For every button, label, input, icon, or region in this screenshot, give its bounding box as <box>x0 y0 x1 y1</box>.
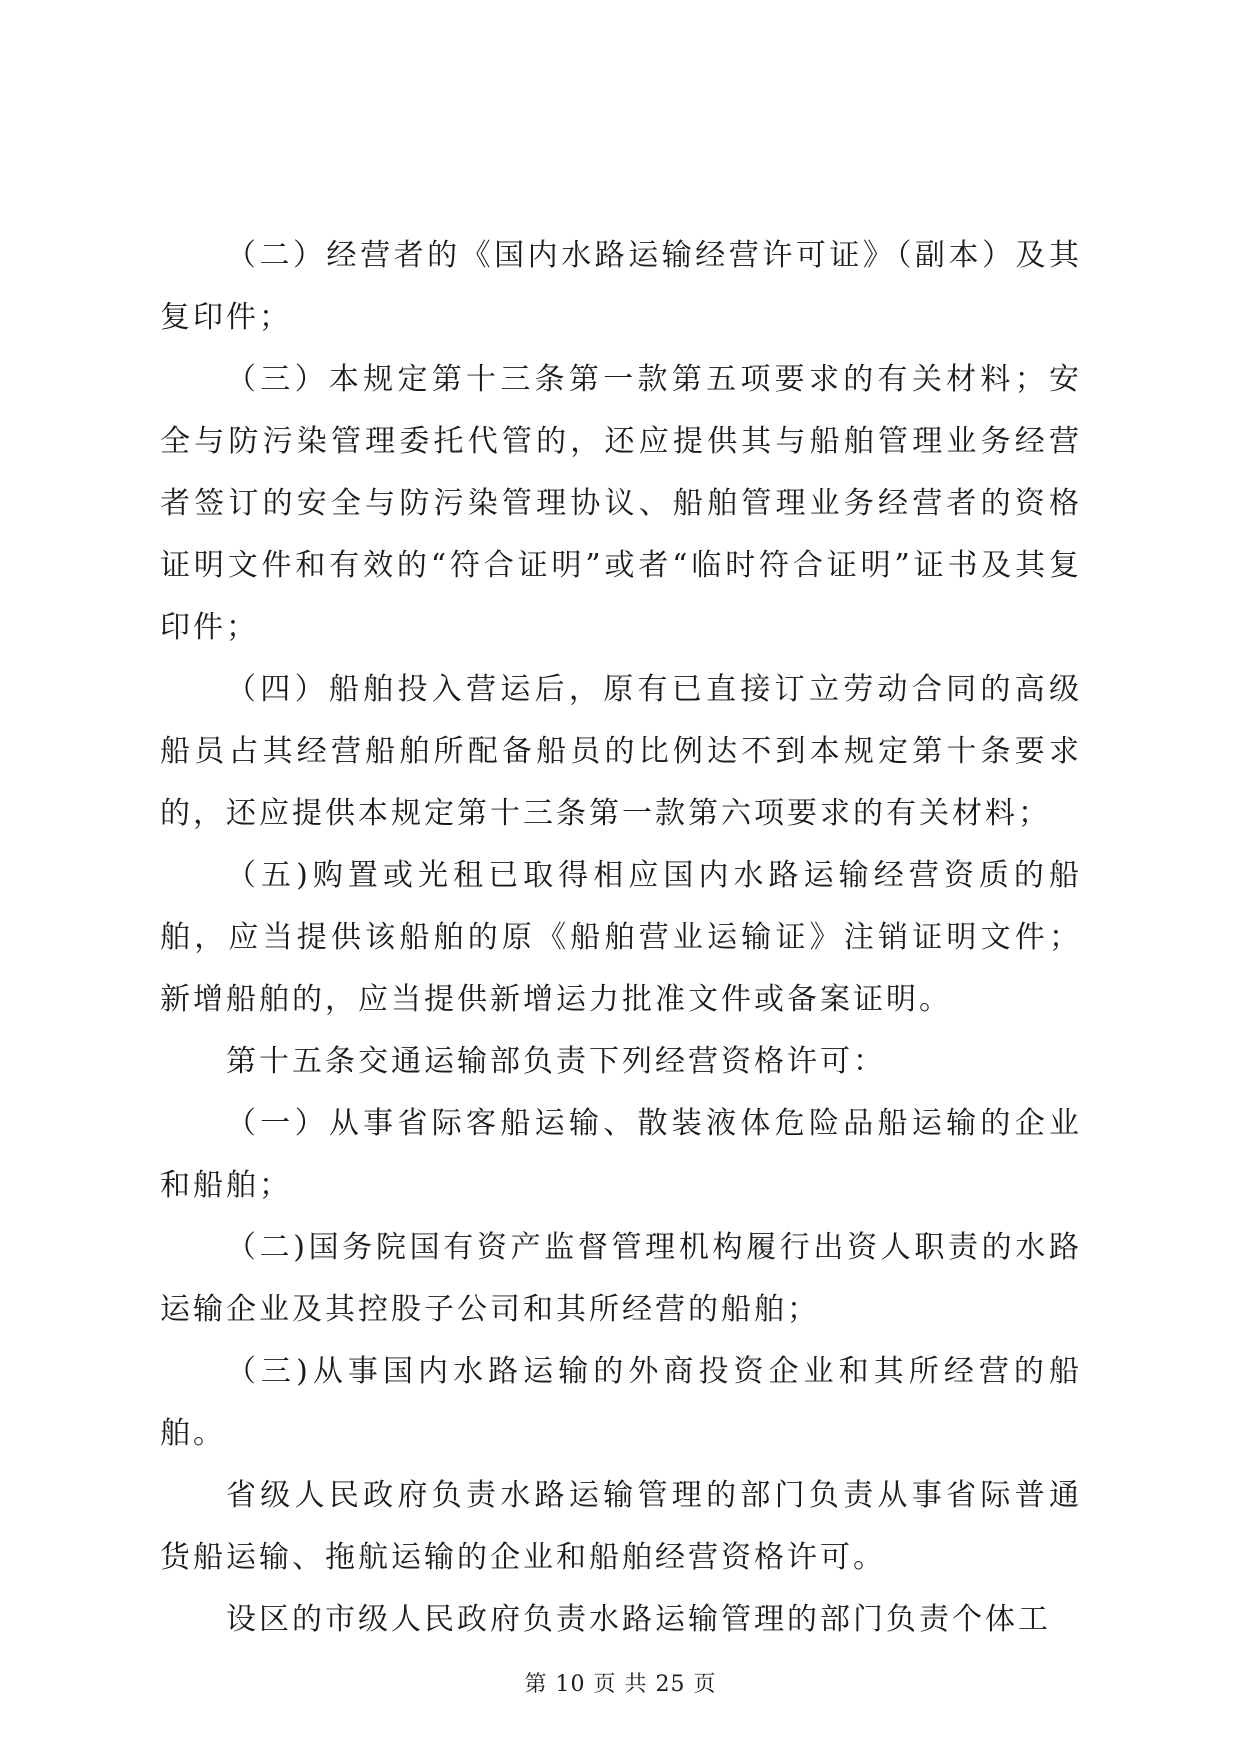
paragraph-4: （五)购置或光租已取得相应国内水路运输经营资质的船舶，应当提供该船舶的原《船舶营业运输证》注销证明文件；新增船舶的，应当提供新增运力批准文件或备案证明。 <box>160 858 1082 1017</box>
paragraph-7: （二)国务院国有资产监督管理机构履行出资人职责的水路运输企业及其控股子公司和其所经营的船舶； <box>160 1230 1082 1327</box>
paragraph-1: （二）经营者的《国内水路运输经营许可证》（副本）及其复印件； <box>160 238 1082 335</box>
paragraph-5: 第十五条交通运输部负责下列经营资格许可： <box>226 1044 886 1079</box>
paragraph-8: （三)从事国内水路运输的外商投资企业和其所经营的船舶。 <box>160 1354 1082 1451</box>
paragraph-9: 省级人民政府负责水路运输管理的部门负责从事省际普通货船运输、拖航运输的企业和船舶经营资格许可。 <box>160 1478 1082 1575</box>
paragraph-2: （三）本规定第十三条第一款第五项要求的有关材料；安全与防污染管理委托代管的，还应提供其与船舶管理业务经营者签订的安全与防污染管理协议、船舶管理业务经营者的资格证明文件和有效的“符合证明”或者“临时符合证明”证书及其复印件； <box>160 362 1082 645</box>
paragraph-3: （四）船舶投入营运后，原有已直接订立劳动合同的高级船员占其经营船舶所配备船员的比例达不到本规定第十条要求的，还应提供本规定第十三条第一款第六项要求的有关材料； <box>160 672 1082 831</box>
paragraph-6: （一）从事省际客船运输、散装液体危险品船运输的企业和船舶； <box>160 1106 1082 1203</box>
paragraph-10: 设区的市级人民政府负责水路运输管理的部门负责个体工 <box>226 1602 1051 1637</box>
page-number-footer: 第 10 页 共 25 页 <box>524 1672 717 1697</box>
document-body <box>160 225 1082 1651</box>
